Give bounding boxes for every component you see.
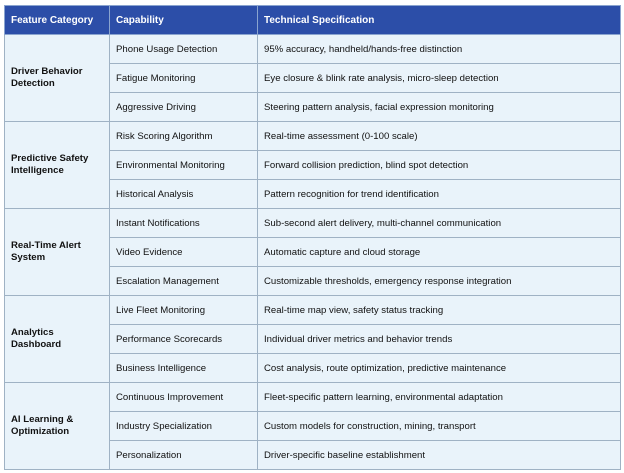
capability-cell: Phone Usage Detection — [110, 35, 258, 64]
category-cell: Analytics Dashboard — [5, 296, 110, 383]
table-row — [5, 209, 621, 238]
capability-cell: Performance Scorecards — [110, 325, 258, 354]
table-row — [5, 35, 621, 64]
spec-cell: Fleet-specific pattern learning, environmental adaptation — [258, 383, 621, 412]
spec-cell: Pattern recognition for trend identification — [258, 180, 621, 209]
spec-cell: Automatic capture and cloud storage — [258, 238, 621, 267]
capability-cell: Industry Specialization — [110, 412, 258, 441]
table-row — [5, 122, 621, 151]
spec-cell: Customizable thresholds, emergency response integration — [258, 267, 621, 296]
header-feature-category: Feature Category — [5, 6, 110, 35]
header-capability: Capability — [110, 6, 258, 35]
capability-cell: Business Intelligence — [110, 354, 258, 383]
category-cell: Real-Time Alert System — [5, 209, 110, 296]
capability-cell: Instant Notifications — [110, 209, 258, 238]
spec-cell: Sub-second alert delivery, multi-channel communication — [258, 209, 621, 238]
table-row — [5, 383, 621, 412]
capability-cell: Continuous Improvement — [110, 383, 258, 412]
spec-cell: Driver-specific baseline establishment — [258, 441, 621, 470]
spec-cell: 95% accuracy, handheld/hands-free distinction — [258, 35, 621, 64]
spec-cell: Real-time map view, safety status tracking — [258, 296, 621, 325]
capability-cell: Historical Analysis — [110, 180, 258, 209]
spec-cell: Individual driver metrics and behavior trends — [258, 325, 621, 354]
capability-cell: Risk Scoring Algorithm — [110, 122, 258, 151]
category-cell: Predictive Safety Intelligence — [5, 122, 110, 209]
capability-cell: Video Evidence — [110, 238, 258, 267]
capability-cell: Aggressive Driving — [110, 93, 258, 122]
spec-cell: Eye closure & blink rate analysis, micro-sleep detection — [258, 64, 621, 93]
category-cell: Driver Behavior Detection — [5, 35, 110, 122]
spec-cell: Forward collision prediction, blind spot detection — [258, 151, 621, 180]
spec-cell: Real-time assessment (0-100 scale) — [258, 122, 621, 151]
feature-spec-table — [4, 5, 621, 470]
header-technical-specification: Technical Specification — [258, 6, 621, 35]
capability-cell: Live Fleet Monitoring — [110, 296, 258, 325]
capability-cell: Environmental Monitoring — [110, 151, 258, 180]
spec-cell: Steering pattern analysis, facial expression monitoring — [258, 93, 621, 122]
capability-cell: Fatigue Monitoring — [110, 64, 258, 93]
capability-cell: Escalation Management — [110, 267, 258, 296]
table-header-row — [5, 6, 621, 35]
capability-cell: Personalization — [110, 441, 258, 470]
feature-table-container — [4, 5, 620, 468]
spec-cell: Cost analysis, route optimization, predictive maintenance — [258, 354, 621, 383]
spec-cell: Custom models for construction, mining, transport — [258, 412, 621, 441]
category-cell: AI Learning & Optimization — [5, 383, 110, 470]
table-row — [5, 296, 621, 325]
